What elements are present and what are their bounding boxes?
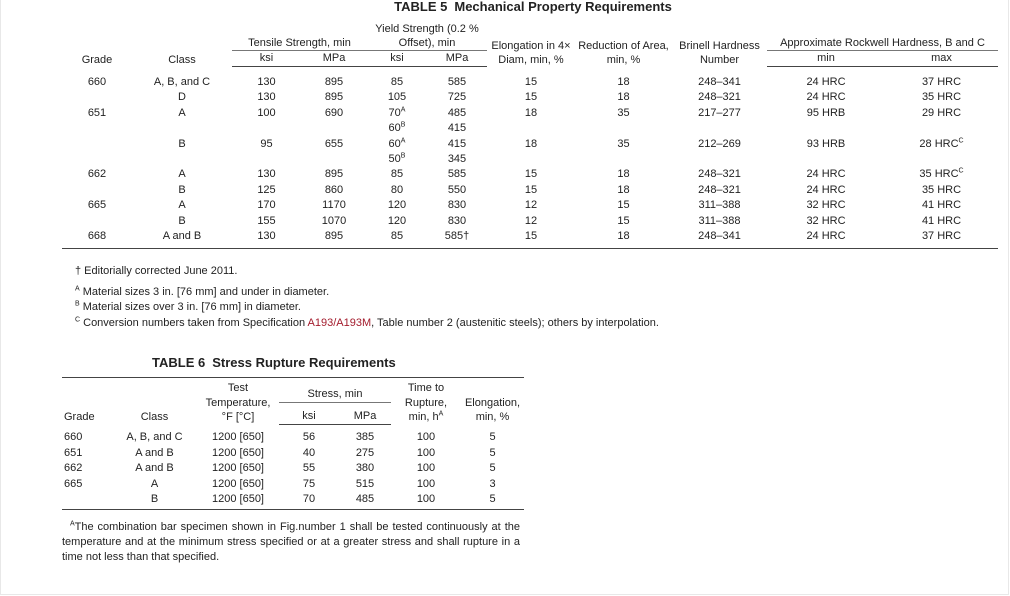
reduction-cell: 18 bbox=[617, 168, 630, 181]
grade-cell bbox=[62, 214, 132, 229]
stress-ksi-cell: 55 bbox=[302, 462, 316, 474]
reduction-cell: 35 bbox=[617, 137, 630, 150]
reduction-cell: 15 bbox=[617, 214, 630, 227]
stress-ksi-cell: 40 bbox=[302, 446, 316, 459]
elongation-cell: 3 bbox=[489, 477, 496, 490]
rockwell-max-cell: 35 HRC bbox=[921, 91, 962, 104]
class-cell: A bbox=[178, 199, 186, 212]
table6-body bbox=[62, 425, 524, 510]
col-elongation: Elongation in 4× Diam, min, % bbox=[491, 39, 571, 66]
elongation-cell: 15 bbox=[524, 75, 538, 88]
tensile-ksi-cell: 130 bbox=[232, 229, 301, 249]
t6-col-grade: Grade bbox=[62, 378, 112, 425]
rockwell-max-cell: 35 $HRC^C$ bbox=[919, 167, 964, 181]
table-row bbox=[62, 67, 998, 91]
yield-ksi-cell: 80 bbox=[390, 183, 404, 196]
rockwell-min-cell: 93 HRB bbox=[806, 137, 846, 150]
brinell-cell: 248–321 bbox=[698, 91, 741, 104]
grade-cell bbox=[62, 121, 132, 136]
class-cell: A and B bbox=[135, 446, 174, 459]
rockwell-min-cell: 32 HRC bbox=[806, 214, 846, 227]
tensile-ksi-cell: 100 bbox=[257, 106, 276, 119]
brinell-cell: 248–321 bbox=[698, 168, 741, 181]
tensile-ksi-cell: 125 bbox=[257, 183, 276, 196]
elongation-cell: 15 bbox=[524, 183, 538, 196]
table5-body bbox=[62, 67, 998, 249]
table6-header-row bbox=[62, 378, 524, 403]
yield-ksi-cell: $50^B$ bbox=[388, 152, 406, 166]
elongation-cell: 18 bbox=[524, 137, 538, 150]
grade-cell bbox=[62, 152, 132, 167]
rockwell-min-cell bbox=[767, 152, 885, 167]
elongation-cell: 15 bbox=[487, 229, 575, 249]
class-cell: B bbox=[178, 214, 186, 227]
time-cell: 100 bbox=[416, 477, 436, 490]
class-cell: A bbox=[178, 168, 186, 181]
t6-col-class: Class bbox=[112, 378, 197, 425]
class-cell: B bbox=[178, 137, 186, 150]
elongation-cell bbox=[487, 152, 575, 167]
class-cell: A bbox=[150, 477, 159, 490]
yield-mpa-cell: 415 bbox=[447, 122, 467, 135]
tensile-mpa-cell: 895 bbox=[301, 229, 367, 249]
elongation-cell bbox=[487, 121, 575, 136]
reduction-cell bbox=[575, 121, 672, 136]
grade-cell bbox=[62, 90, 132, 105]
col-rockwell-min: min bbox=[767, 51, 885, 67]
yield-ksi-cell: 105 bbox=[387, 91, 407, 104]
yield-mpa-cell: 585 bbox=[447, 76, 467, 88]
tensile-ksi-cell bbox=[232, 152, 301, 167]
col-tensile-mpa: MPa bbox=[301, 51, 367, 67]
grade-cell: 660 bbox=[64, 430, 83, 443]
elongation-cell: 5 bbox=[461, 492, 524, 509]
class-cell bbox=[132, 121, 232, 136]
table6 bbox=[62, 377, 524, 510]
grade-cell bbox=[62, 492, 112, 509]
t6-col-stress-mpa: MPa bbox=[339, 402, 391, 424]
rockwell-min-cell: 24 HRC bbox=[806, 76, 846, 88]
table-row bbox=[62, 90, 998, 105]
yield-ksi-cell: $70^A$ bbox=[388, 106, 406, 119]
rockwell-max-cell bbox=[885, 121, 998, 136]
reduction-cell: 18 bbox=[617, 91, 630, 104]
yield-ksi-cell: 85 bbox=[367, 229, 427, 249]
col-yield-ksi: ksi bbox=[367, 51, 427, 67]
table-row bbox=[62, 229, 998, 249]
temperature-cell: 1200 [650] bbox=[212, 430, 264, 443]
rockwell-min-cell: 24 HRC bbox=[806, 183, 846, 196]
rockwell-max-cell bbox=[885, 152, 998, 167]
grade-cell: 662 bbox=[64, 462, 83, 474]
yield-mpa-cell: 415 bbox=[447, 137, 467, 150]
rockwell-max-cell: 35 HRC bbox=[921, 183, 962, 196]
class-cell: A bbox=[178, 106, 186, 119]
col-tensile: Tensile Strength, min bbox=[232, 22, 367, 51]
t6-col-time: Time to Rupture, min, $h^A$ bbox=[391, 378, 461, 425]
class-cell bbox=[132, 152, 232, 167]
col-yield-mpa: MPa bbox=[427, 51, 487, 67]
table5 bbox=[62, 22, 998, 249]
rockwell-max-cell: 41 HRC bbox=[921, 199, 962, 212]
brinell-cell: 217–277 bbox=[698, 106, 741, 119]
table-row bbox=[62, 167, 998, 182]
stress-mpa-cell: 275 bbox=[355, 446, 375, 459]
elongation-cell: 15 bbox=[524, 91, 538, 104]
yield-ksi-cell: 120 bbox=[387, 199, 407, 212]
table-row bbox=[62, 461, 524, 477]
rockwell-min-cell: 32 HRC bbox=[806, 199, 846, 212]
t6-col-temp: Test Temperature, °F [°C] bbox=[197, 378, 279, 425]
rockwell-min-cell: 95 HRB bbox=[806, 106, 846, 119]
stress-mpa-cell: 385 bbox=[355, 431, 375, 443]
stress-ksi-cell: 70 bbox=[279, 492, 339, 509]
table-row bbox=[62, 106, 998, 121]
table-row bbox=[62, 152, 998, 167]
grade-cell bbox=[62, 137, 132, 152]
footnote-dagger: † Editorially corrected June 2011. bbox=[75, 265, 238, 277]
temperature-cell: 1200 [650] bbox=[212, 462, 264, 474]
tensile-mpa-cell: 655 bbox=[324, 137, 344, 150]
rockwell-min-cell bbox=[767, 121, 885, 136]
col-rockwell: Approximate Rockwell Hardness, B and C bbox=[767, 22, 998, 51]
elongation-cell: 12 bbox=[524, 214, 538, 227]
class-cell: B bbox=[112, 492, 197, 509]
grade-cell bbox=[62, 183, 132, 198]
reduction-cell: 18 bbox=[575, 229, 672, 249]
grade-cell: 651 bbox=[64, 446, 83, 459]
tensile-ksi-cell: 130 bbox=[257, 91, 276, 104]
yield-ksi-cell: $60^A$ bbox=[388, 136, 406, 150]
table-row bbox=[62, 425, 524, 446]
brinell-cell: 212–269 bbox=[698, 137, 741, 150]
reduction-cell: 18 bbox=[617, 183, 630, 196]
temperature-cell: 1200 [650] bbox=[197, 492, 279, 509]
tensile-ksi-cell: 170 bbox=[257, 199, 276, 212]
rockwell-min-cell: 24 HRC bbox=[767, 229, 885, 249]
temperature-cell: 1200 [650] bbox=[212, 446, 264, 459]
time-cell: 100 bbox=[391, 492, 461, 509]
footnote-a: $^A$ Material sizes 3 in. [76 mm] and under in diameter. bbox=[75, 285, 330, 298]
tensile-mpa-cell: 895 bbox=[324, 76, 344, 88]
stress-mpa-cell: 515 bbox=[355, 477, 375, 490]
reduction-cell: 18 bbox=[617, 75, 630, 88]
tensile-ksi-cell: 155 bbox=[257, 214, 276, 227]
brinell-cell: 248–341 bbox=[698, 75, 741, 88]
rockwell-max-cell: 37 HRC bbox=[885, 229, 998, 249]
reduction-cell: 15 bbox=[617, 199, 630, 212]
time-cell: 100 bbox=[416, 462, 436, 474]
t6-col-stress-ksi: ksi bbox=[279, 402, 339, 424]
yield-mpa-cell: 830 bbox=[447, 199, 467, 212]
table-row bbox=[62, 183, 998, 198]
table-row bbox=[62, 214, 998, 229]
tensile-mpa-cell: 1070 bbox=[321, 214, 347, 227]
footnote-b: $^B$ Material sizes over 3 in. [76 mm] in diameter. bbox=[75, 300, 301, 313]
class-cell: A and B bbox=[135, 462, 174, 474]
time-cell: 100 bbox=[416, 446, 436, 459]
class-cell: A, B, and C bbox=[126, 430, 183, 443]
brinell-cell: 248–341 bbox=[672, 229, 767, 249]
tensile-mpa-cell: 860 bbox=[324, 183, 344, 196]
yield-mpa-cell: 830 bbox=[447, 214, 467, 227]
rockwell-max-cell: 41 HRC bbox=[921, 214, 962, 227]
footnote-c: $^C$ Conversion numbers taken from Specification A193/A193M, Table number 2 (austenitic steels); others by interpolation. bbox=[75, 316, 659, 329]
tensile-mpa-cell: 895 bbox=[324, 91, 344, 104]
elongation-cell: 5 bbox=[489, 446, 496, 459]
grade-cell: 662 bbox=[87, 168, 107, 181]
tensile-ksi-cell: 130 bbox=[257, 76, 276, 88]
elongation-cell: 5 bbox=[489, 430, 496, 443]
elongation-cell: 18 bbox=[524, 106, 538, 119]
grade-cell: 665 bbox=[64, 477, 83, 490]
yield-mpa-cell: 725 bbox=[447, 91, 467, 104]
table-row bbox=[62, 492, 524, 509]
col-reduction: Reduction of Area, min, % bbox=[578, 39, 669, 66]
table5-header-row bbox=[62, 22, 998, 51]
table-row bbox=[62, 121, 998, 136]
brinell-cell: 248–321 bbox=[698, 183, 741, 196]
spec-link[interactable]: A193/A193M bbox=[307, 317, 372, 329]
stress-ksi-cell: 56 bbox=[302, 431, 316, 443]
elongation-cell: 5 bbox=[489, 462, 496, 474]
tensile-mpa-cell: 895 bbox=[324, 168, 344, 181]
tensile-ksi-cell: 130 bbox=[257, 168, 276, 181]
grade-cell: 665 bbox=[87, 199, 107, 212]
stress-mpa-cell: 485 bbox=[339, 492, 391, 509]
elongation-cell: 12 bbox=[524, 199, 538, 212]
brinell-cell: 311–388 bbox=[698, 214, 741, 227]
table6-footnote: $^A$The combination bar specimen shown in Fig.number 1 shall be tested continuously at the temperature and at the minimum stress specified or at a greater stress and shall rupture in a time not less than that specified. bbox=[62, 520, 520, 563]
t6-col-stress: Stress, min bbox=[279, 378, 391, 403]
elongation-cell: 15 bbox=[524, 168, 538, 181]
tensile-ksi-cell: 95 bbox=[260, 137, 273, 150]
grade-cell: 660 bbox=[87, 75, 107, 88]
table-row bbox=[62, 198, 998, 213]
yield-mpa-cell: 550 bbox=[447, 183, 467, 196]
table-row bbox=[62, 137, 998, 152]
col-grade: Grade bbox=[81, 53, 113, 66]
grade-cell: 668 bbox=[62, 229, 132, 249]
class-cell: A and B bbox=[132, 229, 232, 249]
yield-mpa-cell: 585† bbox=[427, 229, 487, 249]
table-row bbox=[62, 477, 524, 493]
table-row bbox=[62, 446, 524, 462]
rockwell-min-cell: 24 HRC bbox=[806, 168, 846, 181]
yield-ksi-cell: 85 bbox=[390, 76, 404, 88]
brinell-cell bbox=[672, 152, 767, 167]
brinell-cell bbox=[672, 121, 767, 136]
stress-mpa-cell: 380 bbox=[355, 462, 375, 474]
time-cell: 100 bbox=[416, 430, 436, 443]
class-cell: D bbox=[178, 91, 186, 104]
brinell-cell: 311–388 bbox=[698, 199, 741, 212]
tensile-mpa-cell: 1170 bbox=[322, 199, 346, 212]
rockwell-min-cell: 24 HRC bbox=[806, 91, 846, 104]
class-cell: A, B, and C bbox=[153, 75, 211, 88]
t6-col-elong: Elongation, min, % bbox=[461, 378, 524, 425]
tensile-mpa-cell bbox=[301, 121, 367, 136]
yield-mpa-cell: 345 bbox=[447, 153, 467, 166]
col-class: Class bbox=[168, 53, 196, 66]
yield-ksi-cell: 85 bbox=[390, 168, 404, 181]
col-brinell: Brinell Hardness Number bbox=[679, 39, 760, 66]
rockwell-max-cell: 28 $HRC^C$ bbox=[919, 136, 964, 150]
reduction-cell: 35 bbox=[617, 106, 630, 119]
yield-mpa-cell: 485 bbox=[447, 106, 467, 119]
col-yield: Yield Strength (0.2 % Offset), min bbox=[367, 22, 487, 51]
rockwell-max-cell: 29 HRC bbox=[921, 106, 962, 119]
table5-title: TABLE 5 Mechanical Property Requirements bbox=[394, 0, 672, 14]
reduction-cell bbox=[575, 152, 672, 167]
temperature-cell: 1200 [650] bbox=[212, 477, 264, 490]
rockwell-max-cell: 37 HRC bbox=[921, 76, 962, 88]
stress-ksi-cell: 75 bbox=[302, 477, 316, 490]
grade-cell: 651 bbox=[87, 106, 107, 119]
yield-mpa-cell: 585 bbox=[447, 168, 467, 181]
tensile-mpa-cell bbox=[301, 152, 367, 167]
col-tensile-ksi: ksi bbox=[232, 51, 301, 67]
tensile-mpa-cell: 690 bbox=[324, 106, 344, 119]
yield-ksi-cell: 120 bbox=[387, 214, 407, 227]
tensile-ksi-cell bbox=[232, 121, 301, 136]
col-rockwell-max: max bbox=[885, 51, 998, 67]
class-cell: B bbox=[178, 183, 186, 196]
table6-title: TABLE 6 Stress Rupture Requirements bbox=[152, 355, 396, 370]
yield-ksi-cell: $60^B$ bbox=[388, 121, 406, 135]
